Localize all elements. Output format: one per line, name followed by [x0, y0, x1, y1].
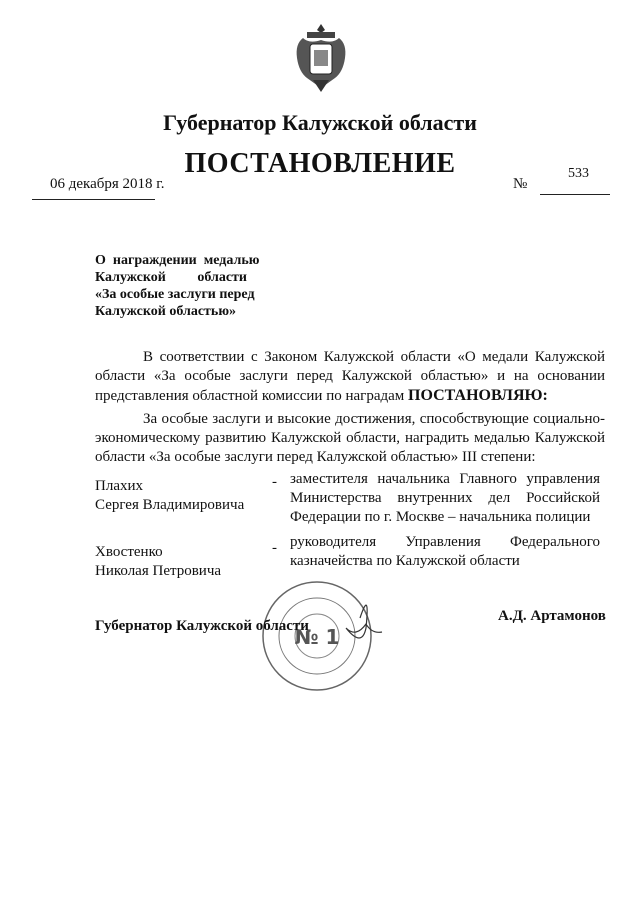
awardee-name: [95, 543, 265, 581]
signatory-name: А.Д. Артамонов: [498, 608, 606, 624]
preamble-text: В соответствии с Законом Калужской области «О медали Калужской области «За особые заслуги перед Калужской областью» и на основании представления областной комиссии по наградам: [95, 349, 605, 404]
awardee-role: руководителя Управления Федерального казначейства по Калужской области: [290, 534, 600, 569]
awardee-surname: Хвостенко: [95, 544, 163, 560]
coat-of-arms-icon: [293, 20, 349, 100]
subject-line: «За особые заслуги перед: [95, 287, 255, 302]
awardee-given-name: Николая Петровича: [95, 563, 222, 579]
award-paragraph: За особые заслуги и высокие достижения, способствующие социально-экономическому развитию Калужской области, наградить медалью Калужской области «За особые заслуги перед Калужской областью» III степени:: [95, 411, 605, 465]
separator-dash: -: [272, 474, 277, 490]
awardee-name: [95, 477, 265, 515]
number-underline: [540, 194, 610, 195]
awardee-role: заместителя начальника Главного управления Министерства внутренних дел Российской Федерации по г. Москве – начальника полиции: [290, 471, 600, 525]
subject-line: Калужской области: [95, 270, 247, 285]
awardee-surname: Плахих: [95, 478, 144, 494]
subject-line: Калужской областью»: [95, 304, 237, 319]
decree-word: ПОСТАНОВЛЯЮ:: [408, 387, 548, 404]
document-type: ПОСТАНОВЛЕНИЕ: [184, 148, 456, 179]
preamble-paragraph: [95, 348, 605, 406]
awardee-given-name: Сергея Владимировича: [95, 497, 245, 513]
official-stamp-icon: [255, 578, 385, 698]
date-underline: [32, 199, 155, 200]
document-date: 06 декабря 2018 г.: [50, 176, 165, 192]
stamp-number: № 1: [294, 625, 340, 649]
separator-dash: -: [272, 540, 277, 556]
subject-heading: [95, 252, 260, 320]
document-number: 533: [568, 166, 589, 181]
subject-line: О награждении медалью: [95, 253, 260, 268]
signatory-position: Губернатор Калужской области: [95, 618, 309, 634]
authority-title: Губернатор Калужской области: [163, 110, 477, 135]
number-label: №: [513, 176, 528, 192]
